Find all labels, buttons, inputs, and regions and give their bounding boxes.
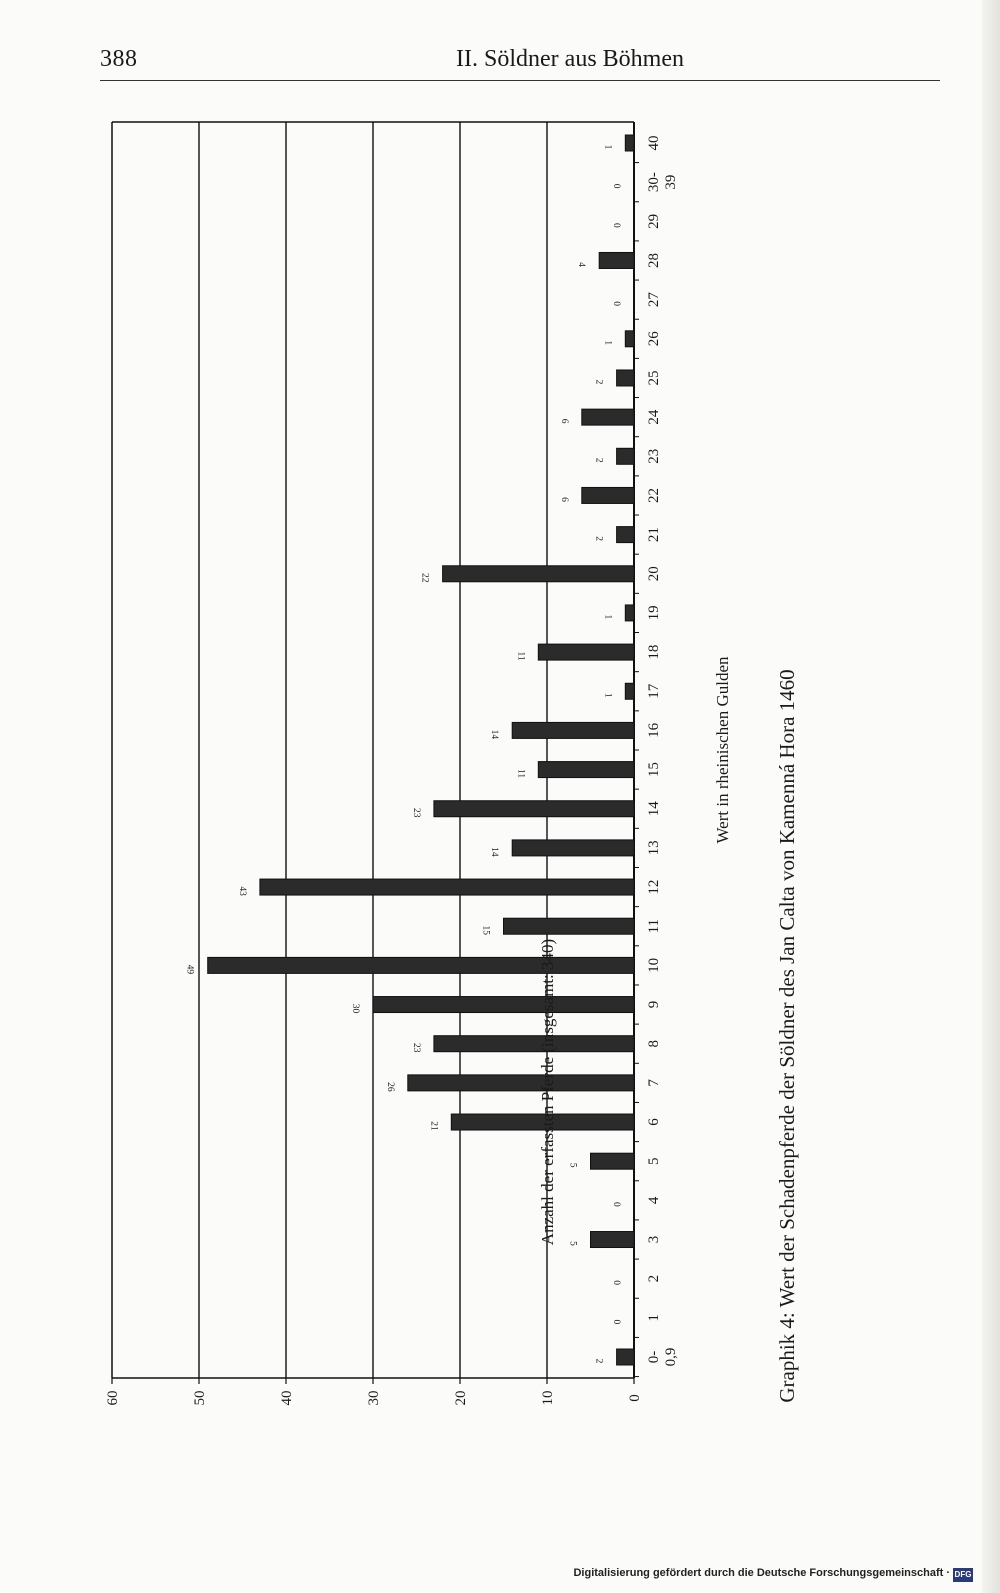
x-tick-label [646, 801, 662, 817]
data-label: 2 [593, 1358, 604, 1364]
x-tick-label [646, 1157, 662, 1165]
x-tick-label [646, 958, 662, 973]
data-label: 2 [593, 379, 604, 385]
x-tick-label [646, 1001, 662, 1009]
x-tick-label [646, 919, 662, 933]
x-tick-label [646, 172, 679, 192]
data-label: 21 [428, 1121, 439, 1131]
x-tick-label-line: 24 [646, 409, 662, 425]
x-tick-label-line: 1 [646, 1314, 662, 1322]
y-tick-label: 50 [192, 1390, 208, 1406]
x-tick-label [646, 253, 662, 268]
x-tick-label-line: 18 [646, 644, 662, 660]
x-tick-label-line: 10 [646, 957, 662, 973]
data-label: 14 [489, 729, 500, 740]
bar [625, 331, 634, 347]
data-label: 6 [558, 497, 569, 502]
bar [625, 605, 634, 621]
x-tick-label [646, 880, 662, 895]
bar [538, 644, 634, 660]
x-tick-label [646, 136, 662, 151]
x-tick-label-line: 40 [646, 135, 662, 151]
x-tick-label [646, 449, 662, 464]
plot-area [105, 122, 679, 1406]
data-label: 30 [350, 1003, 360, 1014]
dfg-logo: DFG [953, 1568, 973, 1582]
x-tick-label-line: 20 [646, 566, 662, 582]
bar [434, 1036, 634, 1052]
x-tick-label-line: 9 [646, 1000, 662, 1009]
x-tick-label-line: 3 [646, 1235, 662, 1244]
x-tick-label-line: 29 [646, 213, 662, 229]
bar [408, 1075, 634, 1091]
data-label: 6 [558, 418, 569, 424]
page-number: 388 [100, 46, 138, 72]
bar [617, 1349, 634, 1365]
x-tick-label [646, 527, 662, 542]
x-tick-label [646, 1236, 662, 1244]
data-label: 1 [602, 340, 613, 346]
x-tick-label-line: 19 [646, 605, 662, 621]
x-tick-label [646, 1348, 679, 1367]
data-label: 11 [515, 651, 526, 661]
x-tick-label-line: 2 [646, 1274, 662, 1283]
chart-title: Graphik 4: Wert der Schadenpferde der Söldner des Jan Calta von Kamenná Hora 1460 [775, 669, 799, 1403]
x-tick-label-line: 22 [646, 487, 662, 503]
bar [582, 409, 634, 425]
data-label: 26 [384, 1082, 395, 1092]
x-tick-label [646, 722, 662, 738]
x-tick-label [646, 1275, 662, 1283]
x-tick-label [646, 645, 662, 660]
x-tick-label [646, 409, 662, 425]
x-tick-label-line: 21 [646, 527, 662, 543]
x-tick-label-line: 0,9 [663, 1347, 679, 1367]
bar [591, 1153, 635, 1169]
y-axis-title: Anzahl der erfassten Pferde (insgesamt: 340) [538, 938, 557, 1246]
x-tick-label-line: 0- [646, 1350, 662, 1364]
x-tick-label [646, 1314, 662, 1322]
data-label: 23 [410, 1042, 421, 1053]
x-tick-label-line: 11 [646, 918, 662, 934]
x-tick-label [646, 488, 662, 503]
y-tick-label: 30 [366, 1390, 382, 1406]
bar [373, 997, 634, 1013]
data-label: 23 [410, 807, 421, 818]
x-tick-label-line: 4 [646, 1196, 662, 1205]
y-tick-label: 40 [279, 1390, 295, 1406]
x-tick-label-line: 5 [646, 1157, 662, 1165]
data-label: 11 [515, 769, 526, 779]
x-tick-label-line: 25 [646, 370, 662, 386]
x-tick-label-line: 26 [646, 331, 662, 347]
bar [512, 722, 634, 738]
x-tick-label-line: 15 [646, 762, 662, 778]
data-label: 15 [480, 925, 491, 935]
x-tick-label [646, 762, 662, 777]
bar [504, 918, 635, 934]
y-tick-label: 10 [540, 1390, 556, 1406]
data-label: 43 [236, 886, 247, 896]
x-tick-label-line: 30- [646, 172, 662, 193]
bar [434, 801, 634, 817]
x-tick-label-line: 28 [646, 252, 662, 268]
bar [208, 957, 634, 973]
x-tick-label-line: 14 [646, 801, 662, 817]
x-tick-label [646, 605, 662, 620]
data-label: 0 [611, 301, 621, 307]
x-tick-label [646, 840, 662, 855]
data-label: 5 [567, 1162, 578, 1168]
data-label: 22 [419, 573, 430, 583]
x-tick-label-line: 7 [646, 1079, 662, 1087]
bar [443, 566, 634, 582]
x-tick-label [646, 214, 662, 229]
data-label: 4 [576, 262, 587, 267]
bar [582, 487, 634, 503]
y-tick-label: 20 [453, 1390, 469, 1406]
x-tick-label [646, 1040, 662, 1048]
x-tick-label-line: 17 [646, 683, 662, 699]
x-tick-label [646, 1118, 662, 1126]
bar [617, 370, 634, 386]
x-tick-label-line: 6 [646, 1118, 662, 1126]
data-label: 0 [611, 1319, 621, 1325]
x-tick-label [646, 1196, 662, 1204]
data-label: 49 [184, 964, 195, 975]
data-label: 0 [611, 183, 621, 189]
data-label: 1 [602, 614, 613, 620]
x-tick-label [646, 370, 662, 385]
running-head: II. Söldner aus Böhmen [456, 46, 684, 72]
x-tick-label-line: 39 [663, 174, 679, 190]
y-tick-label: 60 [105, 1390, 121, 1406]
bar [617, 527, 634, 543]
x-tick-label [646, 331, 662, 347]
data-label: 0 [611, 1280, 621, 1286]
data-label: 14 [489, 847, 500, 857]
x-axis-title: Wert in rheinischen Gulden [713, 656, 732, 844]
x-tick-label [646, 1079, 662, 1087]
y-tick-label: 0 [627, 1394, 643, 1402]
bar [599, 252, 634, 268]
x-tick-label [646, 292, 662, 308]
footer-credit: Digitalisierung gefördert durch die Deutsche Forschungsgemeinschaft · [573, 1567, 950, 1579]
data-label: 0 [611, 1201, 621, 1207]
x-tick-label-line: 8 [646, 1039, 662, 1048]
x-tick-label-line: 12 [646, 879, 662, 895]
x-tick-label [646, 683, 662, 699]
bar [625, 683, 634, 699]
bar [260, 879, 634, 895]
bar [625, 135, 634, 151]
bar [512, 840, 634, 856]
data-label: 1 [602, 692, 613, 698]
bar [591, 1232, 635, 1248]
x-tick-label-line: 16 [646, 722, 662, 738]
x-tick-label [646, 566, 662, 581]
x-tick-label-line: 13 [646, 840, 662, 856]
data-label: 5 [567, 1241, 578, 1246]
bar [617, 448, 634, 464]
data-label: 2 [593, 536, 604, 541]
x-tick-label-line: 23 [646, 448, 662, 464]
data-label: 1 [602, 144, 613, 150]
bar [538, 762, 634, 778]
x-tick-label-line: 27 [646, 292, 662, 308]
data-label: 2 [593, 457, 604, 463]
data-label: 0 [611, 222, 621, 228]
